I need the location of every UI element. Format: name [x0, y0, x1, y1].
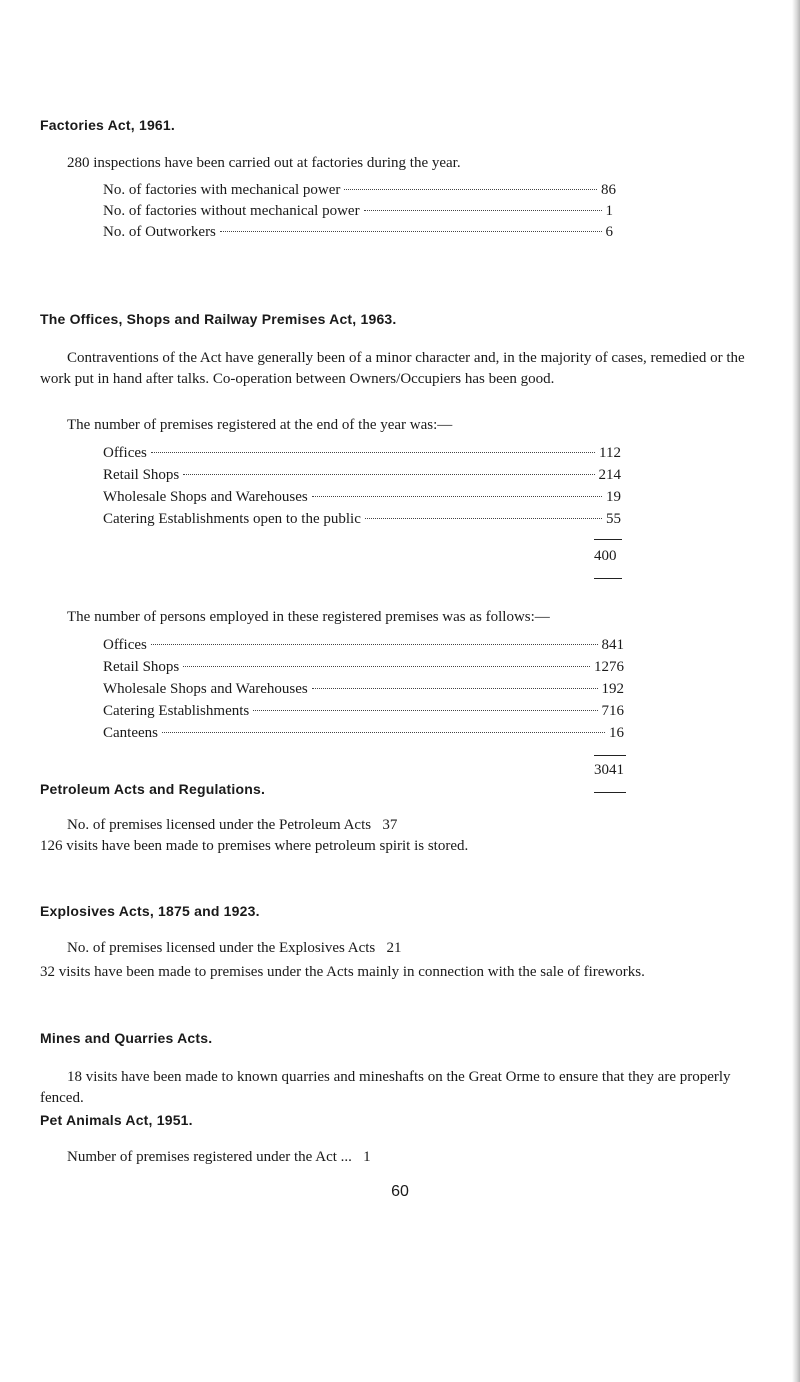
row-value: 1	[605, 203, 613, 219]
employed-total: 3041	[594, 762, 624, 778]
offices-paragraph: Contraventions of the Act have generally been of a minor character and, in the majority of cases, remedied or the work put in hand after talks. Co-operation between Owners/Occupiers has been good.	[40, 350, 745, 387]
pet-animals-line: Number of premises registered under the Act ... 1	[67, 1149, 371, 1165]
explosives-heading: Explosives Acts, 1875 and 1923.	[40, 903, 260, 919]
row-value: 214	[598, 467, 621, 483]
factories-row-mechanical	[103, 180, 616, 200]
page-number: 60	[391, 1183, 409, 1200]
row-value: 86	[601, 182, 616, 198]
total-rule-bottom	[594, 578, 622, 579]
factories-row-non-mechanical	[103, 201, 613, 221]
petroleum-visits-line: 126 visits have been made to premises where petroleum spirit is stored.	[40, 838, 469, 854]
row-label: Retail Shops	[103, 659, 180, 675]
row-value: 6	[605, 224, 613, 240]
registered-row-catering	[103, 509, 621, 529]
row-label: Offices	[103, 637, 147, 653]
employed-rule-bottom	[594, 792, 626, 793]
row-value: 841	[601, 637, 624, 653]
employed-rule-top	[594, 755, 626, 756]
row-value: 716	[601, 703, 624, 719]
factories-heading: Factories Act, 1961.	[40, 117, 175, 133]
mines-paragraph: 18 visits have been made to known quarries and mineshafts on the Great Orme to ensure that they are properly fenced.	[40, 1069, 731, 1106]
row-label: Wholesale Shops and Warehouses	[103, 681, 308, 697]
employed-row-offices	[103, 635, 624, 655]
registered-row-wholesale	[103, 487, 621, 507]
row-value: 19	[606, 489, 621, 505]
registered-total: 400	[594, 548, 617, 564]
row-label: Wholesale Shops and Warehouses	[103, 489, 308, 505]
row-value: 55	[606, 511, 621, 527]
row-label: No. of factories without mechanical power	[103, 203, 360, 219]
pet-animals-heading: Pet Animals Act, 1951.	[40, 1112, 193, 1128]
total-rule-top	[594, 539, 622, 540]
registered-intro: The number of premises registered at the end of the year was:—	[67, 417, 453, 433]
row-label: Catering Establishments open to the public	[103, 511, 361, 527]
registered-row-retail	[103, 465, 621, 485]
registered-row-offices	[103, 443, 621, 463]
explosives-paragraph: 32 visits have been made to premises under the Acts mainly in connection with the sale of fireworks.	[40, 964, 645, 980]
employed-row-retail	[103, 657, 624, 677]
explosives-licensed-line: No. of premises licensed under the Explosives Acts 21	[67, 940, 402, 956]
row-label: Catering Establishments	[103, 703, 250, 719]
employed-intro: The number of persons employed in these registered premises was as follows:—	[67, 609, 550, 625]
row-value: 1276	[594, 659, 624, 675]
row-label: Retail Shops	[103, 467, 180, 483]
employed-row-canteens	[103, 723, 624, 743]
factories-intro: 280 inspections have been carried out at factories during the year.	[67, 155, 461, 171]
employed-row-wholesale	[103, 679, 624, 699]
petroleum-licensed-line: No. of premises licensed under the Petroleum Acts 37	[67, 817, 398, 833]
petroleum-heading: Petroleum Acts and Regulations.	[40, 781, 266, 797]
row-label: No. of factories with mechanical power	[103, 182, 341, 198]
row-value: 16	[609, 725, 624, 741]
offices-heading: The Offices, Shops and Railway Premises Act, 1963.	[40, 311, 397, 327]
row-value: 112	[599, 445, 621, 461]
factories-row-outworkers	[103, 222, 613, 242]
row-label: Canteens	[103, 725, 158, 741]
row-label: No. of Outworkers	[103, 224, 216, 240]
row-label: Offices	[103, 445, 147, 461]
mines-heading: Mines and Quarries Acts.	[40, 1030, 213, 1046]
row-value: 192	[601, 681, 624, 697]
employed-row-catering	[103, 701, 624, 721]
